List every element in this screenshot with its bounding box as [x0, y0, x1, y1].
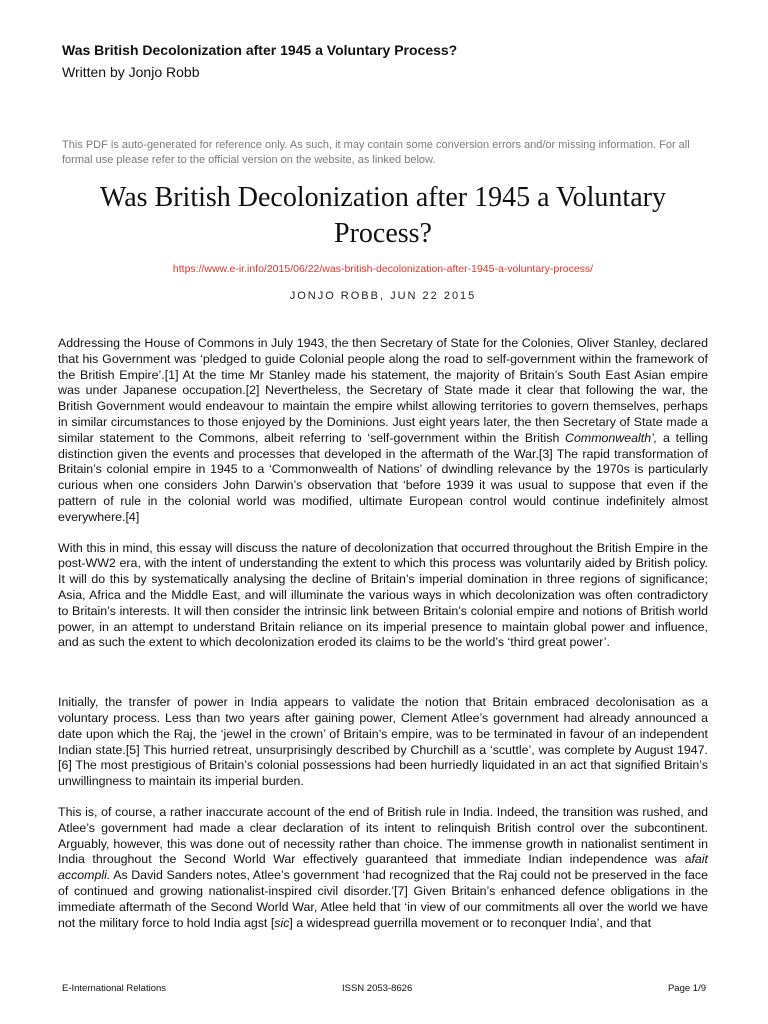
body-paragraph-4 [58, 805, 708, 931]
body-text-span: As David Sanders notes, Atlee’s government ‘had recognized that the Raj could not be preserved in the face of continued and growing nationalist-inspired civil disorder.’[7] Given Britain’s enhanced defence obligations in the immediate aftermath of the Second World War, Atlee held that ‘in view of our commitments all over the world we have not the military force to hold India agst [ [58, 868, 708, 930]
article-body [58, 336, 708, 946]
footer-issn: ISSN 2053-8626 [342, 983, 413, 994]
article-title: Was British Decolonization after 1945 a Voluntary Process? [100, 182, 666, 249]
footer-page-number: Page 1/9 [667, 983, 706, 994]
body-text-span: ] a widespread guerrilla movement or to reconquer India’, and that [289, 915, 652, 930]
body-italic-span: Commonwealth’, [565, 430, 658, 445]
disclaimer-note: This PDF is auto-generated for reference only. As such, it may contain some conversion errors and/or missing information. For all formal use please refer to the official version on the website, as linked below. [62, 139, 690, 166]
body-paragraph-1 [58, 336, 708, 526]
body-text-span: a telling distinction given the events and processes that developed in the aftermath of the War.[3] The rapid transformation of Britain’s colonial empire in 1945 to a ‘Commonwealth of Nations’ of dwindling relevance by the 1970s is particularly curious when one considers John Darwin’s observation that ‘before 1939 it was usual to suppose that even if the pattern of rule in the colonial world was modified, ultimate European control would continue indefinitely almost everywhere.[4] [58, 430, 708, 524]
article-url-link[interactable]: https://www.e-ir.info/2015/06/22/was-british-decolonization-after-1945-a-voluntary-process/ [172, 263, 594, 275]
header-title: Was British Decolonization after 1945 a Voluntary Process? [62, 42, 458, 58]
body-text-span: Addressing the House of Commons in July 1943, the then Secretary of State for the Colonies, Oliver Stanley, declared that his Government was ‘pledged to guide Colonial people along the road to self-government within the framework of the British Empire’.[1] At the time Mr Stanley made his statement, the majority of Britain’s South East Asian empire was under Japanese occupation.[2] Nevertheless, the Secretary of State made it clear that following the war, the British Government would endeavour to maintain the empire whilst allowing territories to govern themselves, perhaps in similar circumstances to those enjoyed by the Dominions. Just eight years later, the then Secretary of State made a similar statement to the Commons, albeit referring to ‘self-government within the British [58, 336, 708, 445]
body-paragraph-3: Initially, the transfer of power in India appears to validate the notion that Britain embraced decolonisation as a voluntary process. Less than two years after gaining power, Clement Atlee’s government had already announced a date upon which the Raj, the ‘jewel in the crown’ of Britain’s empire, was to be terminated in favour of an independent Indian state.[5] This hurried retreat, unsurprisingly described by Churchill as a ‘scuttle’, was complete by August 1947.[6] The most prestigious of Britain’s colonial possessions had been hurriedly liquidated in an act that signified Britain’s unwillingness to maintain its imperial burden. [58, 695, 708, 789]
article-byline: JONJO ROBB, JUN 22 2015 [289, 290, 477, 302]
body-italic-span: sic [274, 915, 290, 930]
footer-publisher: E-International Relations [62, 983, 167, 994]
body-text-span: This is, of course, a rather inaccurate account of the end of British rule in India. Indeed, the transition was rushed, and Atlee’s government had made a clear declaration of its intent to relinquish British control over the subcontinent. Arguably, however, this was done out of necessity rather than choice. The immense growth in nationalist sentiment in India throughout the Second World War effectively guaranteed that immediate Indian independence was a [58, 804, 708, 867]
body-paragraph-2: With this in mind, this essay will discuss the nature of decolonization that occurred throughout the British Empire in the post-WW2 era, with the intent of understanding the extent to which this process was voluntarily aided by British policy. It will do this by systematically analysing the decline of Britain’s imperial domination in three regions of significance; Asia, Africa and the Middle East, and will illuminate the various ways in which decolonization was often contradictory to Britain’s interests. It will then consider the intrinsic link between Britain’s colonial empire and notions of British world power, in an attempt to understand Britain reliance on its imperial presence to maintain global power and influence, and as such the extent to which decolonization eroded its claims to be the world’s ‘third great power’. [58, 540, 708, 650]
body-italic-span: fait accompli. [58, 852, 708, 883]
page-footer [62, 983, 706, 997]
header-author: Written by Jonjo Robb [62, 64, 200, 80]
